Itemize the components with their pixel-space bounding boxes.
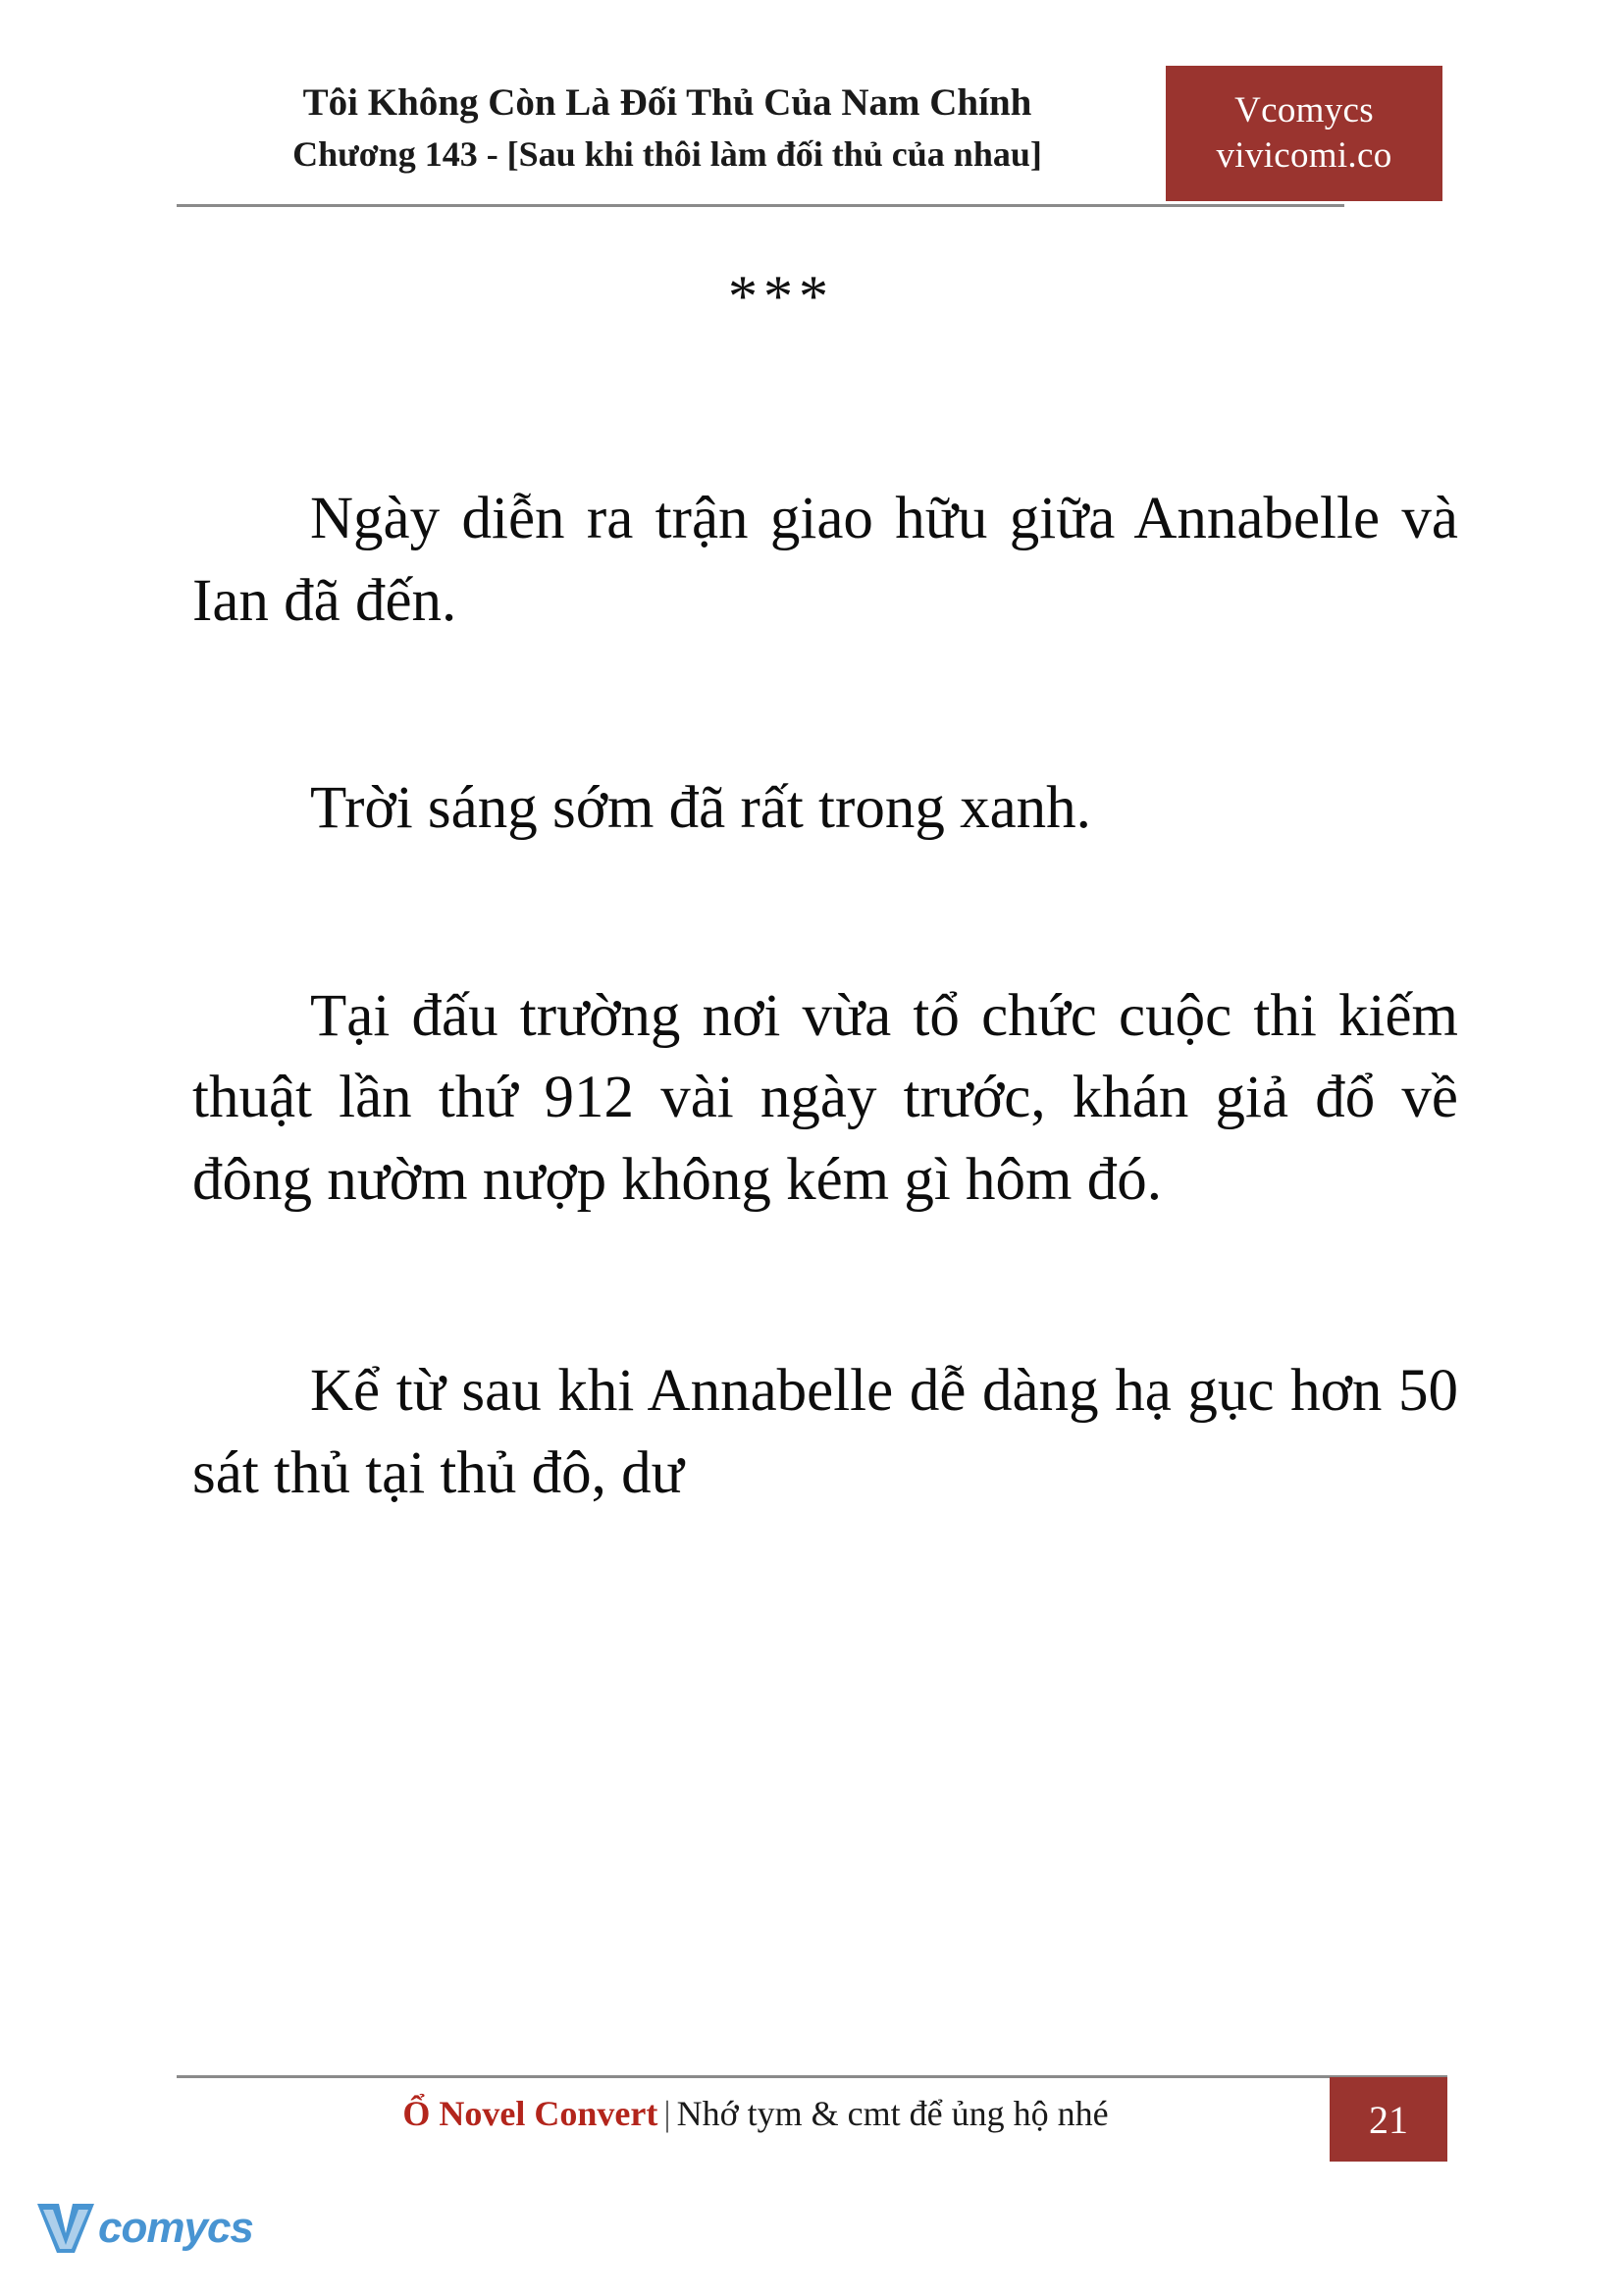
- page-number: 21: [1369, 2097, 1408, 2142]
- footer-text-block: [177, 2093, 1335, 2134]
- spacer: [192, 850, 1458, 975]
- vcomycs-v-icon: [35, 2200, 96, 2257]
- chapter-title: Chương 143 - [Sau khi thôi làm đối thủ của nhau]: [292, 133, 1042, 174]
- footer-note: Nhớ tym & cmt để ủng hộ nhé: [676, 2094, 1109, 2133]
- page-footer: [177, 2075, 1447, 2164]
- spacer: [192, 1221, 1458, 1350]
- page-header: [177, 78, 1442, 216]
- footer-brand: Ổ Novel Convert: [402, 2094, 658, 2133]
- page-number-badge: [1330, 2077, 1447, 2162]
- page-content: [192, 263, 1458, 1515]
- header-divider: [177, 204, 1344, 207]
- novel-title: Tôi Không Còn Là Đối Thủ Của Nam Chính: [302, 81, 1032, 124]
- footer-divider: [177, 2075, 1447, 2078]
- brand-badge: [1166, 66, 1442, 201]
- paragraph: Kể từ sau khi Annabelle dễ dàng hạ gục hơn 50 sát thủ tại thủ đô, dư: [192, 1358, 1458, 1506]
- paragraph: Ngày diễn ra trận giao hữu giữa Annabelle và Ian đã đến.: [192, 486, 1458, 634]
- scene-break: ***: [728, 264, 834, 329]
- paragraph: Tại đấu trường nơi vừa tổ chức cuộc thi kiếm thuật lần thứ 912 vài ngày trước, khán giả đổ về đông nườm nượp không kém gì hôm đó.: [192, 982, 1458, 1213]
- paragraph: Trời sáng sớm đã rất trong xanh.: [310, 775, 1091, 842]
- watermark-label: comycs: [98, 2204, 253, 2252]
- footer-separator: |: [663, 2094, 671, 2133]
- watermark-logo: [35, 2194, 271, 2263]
- brand-url: vivicomi.co: [1216, 135, 1392, 176]
- brand-name: Vcomycs: [1234, 89, 1374, 130]
- spacer: [192, 642, 1458, 767]
- spacer: [192, 331, 1458, 478]
- header-title-block: [177, 78, 1158, 177]
